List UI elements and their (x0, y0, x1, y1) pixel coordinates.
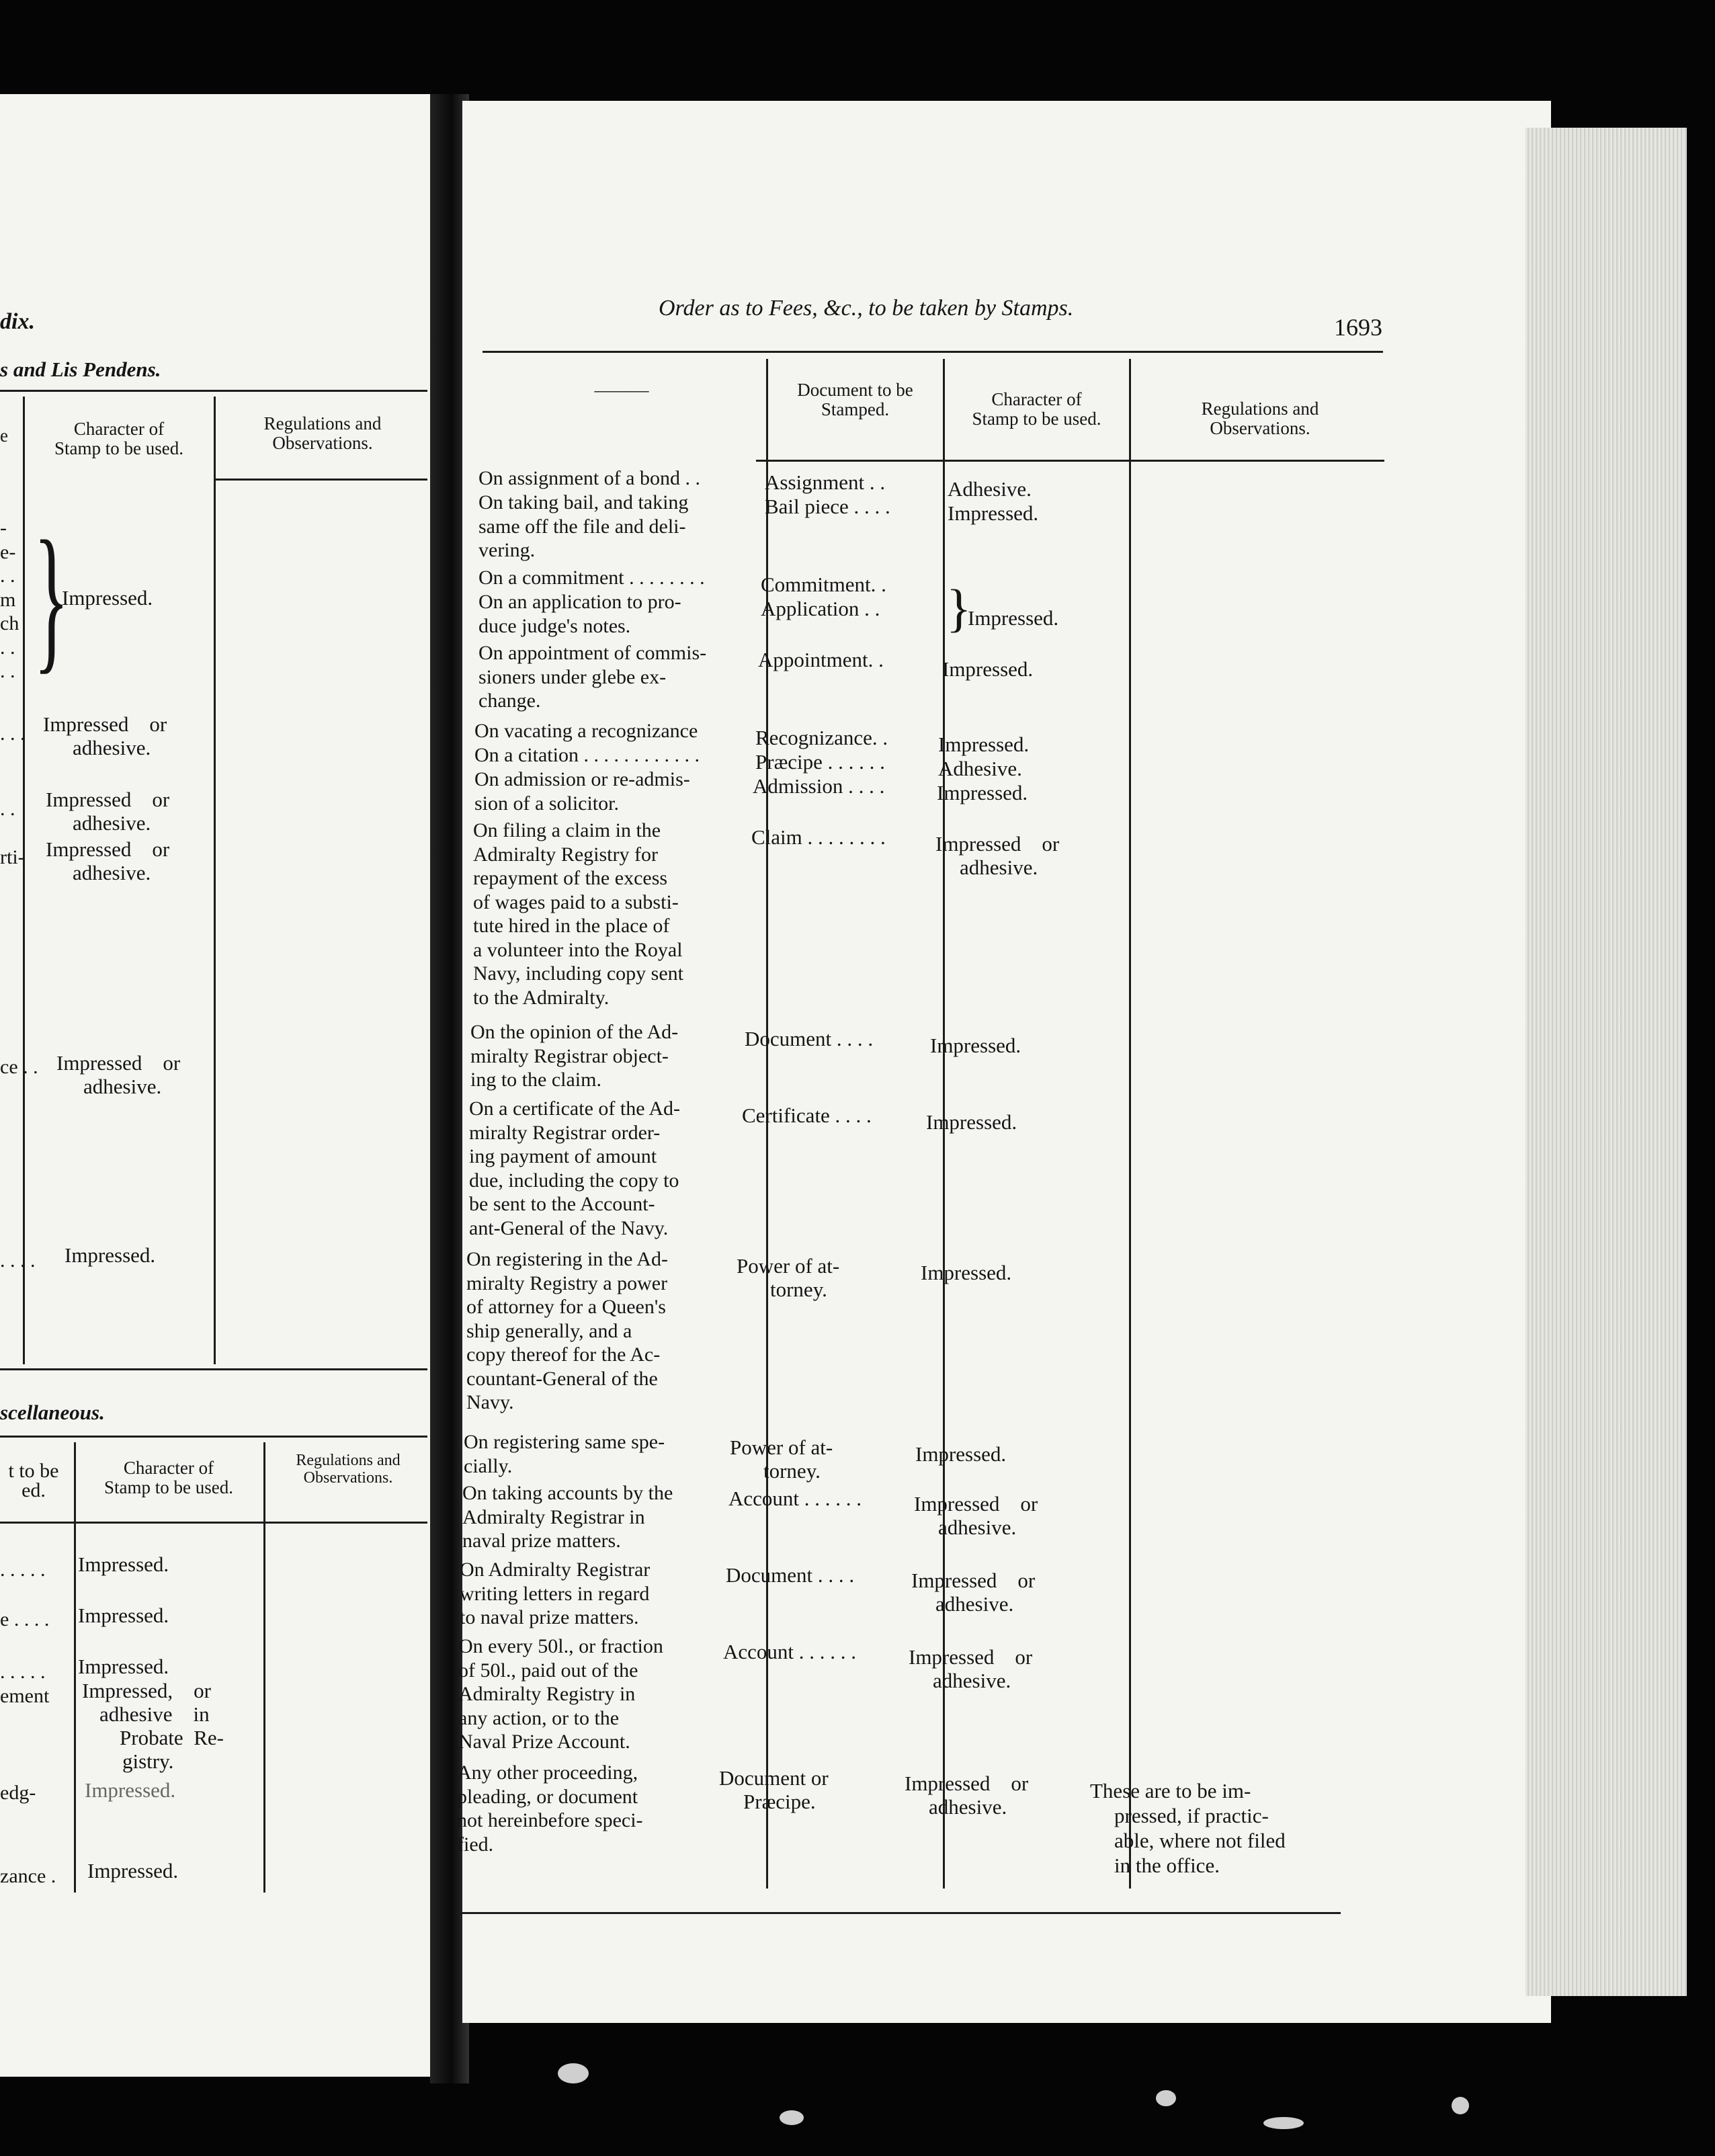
left-header2-fragment: t to be ed. (8, 1460, 59, 1501)
page-edges (1525, 128, 1687, 1996)
left-row-fragment: rti- (0, 846, 25, 868)
left-row2-char: Impressed. (85, 1778, 176, 1802)
left-row-fragment: . . . . (0, 1249, 36, 1272)
row-char: Adhesive. (948, 477, 1032, 501)
row-desc: Any other proceeding, pleading, or document not hereinbefore speci- fied. (457, 1761, 643, 1856)
row-desc: On a commitment . . . . . . . . (478, 567, 705, 589)
left-section2-title: scellaneous. (0, 1401, 105, 1424)
left-row-char: Impressed. (62, 586, 153, 610)
header-regulations: Regulations and Observations. (1201, 399, 1319, 438)
row-char: Impressed. (942, 657, 1034, 681)
dust-speck (558, 2063, 589, 2083)
row-desc: On the opinion of the Ad- miralty Registrar object- ing to the claim. (470, 1021, 679, 1091)
dust-speck (1156, 2090, 1176, 2106)
left-row-fragment: . . (0, 798, 15, 820)
regulation-note: These are to be im- pressed, if practic- able, where not filed in the office. (1090, 1779, 1286, 1877)
row-char: Impressed or adhesive. (914, 1492, 1038, 1539)
left-row2-char: Impressed. (78, 1655, 169, 1678)
row-char: Impressed. (915, 1442, 1007, 1466)
left-header-regulations: Regulations and Observations. (263, 413, 382, 453)
column-divider (1129, 359, 1131, 1889)
left-table2-top-rule (0, 1436, 427, 1438)
row-doc: Power of at- torney. (730, 1436, 833, 1483)
row-desc: On registering in the Ad- miralty Registry a power of attorney for a Queen's ship generally, and a copy thereof for the Ac- countant-General of the Navy. (466, 1248, 668, 1413)
row-char: Impressed. (921, 1261, 1012, 1284)
left-row-char: Impressed or adhesive. (43, 712, 167, 759)
left-column-divider (23, 397, 25, 1364)
left-running-title: dix. (0, 309, 35, 334)
left-header-fragment: e (0, 425, 8, 446)
page-number: 1693 (1334, 314, 1382, 341)
row-char: Impressed. (968, 606, 1059, 630)
table-bottom-rule (457, 1912, 1341, 1914)
row-desc: On admission or re-admis- sion of a solicitor. (474, 768, 690, 815)
row-desc: On taking bail, and taking same off the file and deli- vering. (478, 491, 689, 561)
brace-icon: } (34, 507, 69, 688)
left-row2-fragment: zance . (0, 1865, 56, 1887)
row-char: Impressed. (948, 501, 1039, 525)
row-char: Impressed. (930, 1034, 1021, 1057)
left-header-character: Character of Stamp to be used. (54, 419, 183, 458)
left-row2-fragment: e . . . . (0, 1608, 50, 1630)
row-desc: On filing a claim in the Admiralty Registry for repayment of the excess of wages paid to a substi- tute hired in the place of a volunteer into the Royal Navy, including copy sent to the Admiralty. (473, 819, 683, 1009)
left-header-rule (215, 479, 427, 481)
left-row-char: Impressed or adhesive. (46, 788, 170, 835)
row-doc: Claim . . . . . . . . (751, 825, 886, 849)
row-doc: Admission . . . . (753, 774, 885, 798)
row-doc: Account . . . . . . (723, 1640, 857, 1663)
row-char: Impressed or adhesive. (905, 1772, 1029, 1819)
row-doc: Account . . . . . . (728, 1487, 862, 1510)
left-section-title: s and Lis Pendens. (0, 358, 161, 381)
row-desc: On vacating a recognizance (474, 720, 698, 742)
row-char: Impressed. (937, 781, 1028, 804)
dust-speck (1263, 2117, 1304, 2129)
left-row-char: Impressed or adhesive. (56, 1051, 181, 1098)
row-char: Impressed. (926, 1110, 1017, 1134)
row-doc: Assignment . . (765, 470, 886, 494)
row-char: Impressed or adhesive. (909, 1645, 1033, 1692)
row-char: Impressed or adhesive. (935, 832, 1060, 879)
left-column-divider (214, 397, 216, 1364)
row-desc: On a certificate of the Ad- miralty Registrar order- ing payment of amount due, including the copy to be sent to the Account- ant-General of the Navy. (469, 1097, 681, 1239)
left-row2-char: Impressed, or adhesive in Probate Re- gistry. (82, 1679, 224, 1773)
dust-speck (1452, 2097, 1469, 2114)
row-char: Impressed. (938, 733, 1030, 756)
left-row-fragment: ce . . (0, 1056, 38, 1078)
row-doc: Præcipe . . . . . . (755, 750, 885, 774)
left-row-fragment: - e- . . m ch . . . . (0, 517, 19, 682)
row-desc: On registering same spe- cially. (464, 1431, 665, 1477)
left-table2-header-rule (0, 1522, 427, 1524)
row-doc: Document . . . . (726, 1563, 855, 1587)
row-desc: On every 50l., or fraction of 50l., paid out of the Admiralty Registry in any action, or to the Naval Prize Account. (458, 1635, 663, 1753)
row-desc: On a citation . . . . . . . . . . . . (474, 744, 700, 766)
row-desc: On taking accounts by the Admiralty Registrar in naval prize matters. (462, 1482, 673, 1552)
row-char: Impressed or adhesive. (911, 1569, 1036, 1616)
header-rule (756, 460, 1384, 462)
row-doc: Power of at- torney. (737, 1254, 840, 1301)
row-desc: On appointment of commis- sioners under glebe ex- change. (478, 642, 707, 712)
left-row-char: Impressed. (65, 1243, 156, 1267)
dust-speck (780, 2110, 804, 2125)
left-row2-char: Impressed. (78, 1552, 169, 1576)
left-row-char: Impressed or adhesive. (46, 837, 170, 884)
header-character: Character of Stamp to be used. (972, 389, 1101, 429)
left-row2-fragment: . . . . . (0, 1559, 46, 1581)
left-table-top-rule (0, 390, 427, 392)
table-top-rule (483, 351, 1383, 353)
header-dash: ——— (594, 380, 649, 400)
row-desc: On an application to pro- duce judge's notes. (478, 591, 681, 637)
row-doc: Application . . (761, 597, 880, 620)
row-desc: On Admiralty Registrar writing letters in regard to naval prize matters. (460, 1559, 651, 1628)
row-doc: Document or Præcipe. (719, 1766, 829, 1813)
row-doc: Appointment. . (758, 648, 884, 671)
row-desc: On assignment of a bond . . (478, 467, 700, 489)
left-row2-fragment: . . . . . (0, 1661, 46, 1683)
left-row2-fragment: ement (0, 1685, 50, 1707)
row-doc: Commitment. . (761, 573, 886, 596)
left-row2-char: Impressed. (87, 1859, 179, 1882)
row-doc: Bail piece . . . . (765, 495, 890, 518)
row-doc: Certificate . . . . (742, 1104, 872, 1127)
left-column-divider (263, 1442, 265, 1893)
left-table-bottom-rule (0, 1368, 427, 1370)
row-doc: Document . . . . (745, 1027, 874, 1050)
left-header2-regulations: Regulations and Observations. (296, 1452, 401, 1487)
left-row2-fragment: edg- (0, 1782, 36, 1804)
left-header2-character: Character of Stamp to be used. (104, 1458, 233, 1497)
row-char: Adhesive. (938, 757, 1022, 780)
brace-icon: } (946, 579, 972, 637)
left-row-fragment: . . . (0, 722, 26, 745)
running-title: Order as to Fees, &c., to be taken by Stamps. (659, 296, 1074, 321)
left-row2-char: Impressed. (78, 1604, 169, 1627)
header-document: Document to be Stamped. (797, 380, 913, 419)
left-column-divider (74, 1442, 76, 1893)
row-doc: Recognizance. . (755, 726, 888, 749)
